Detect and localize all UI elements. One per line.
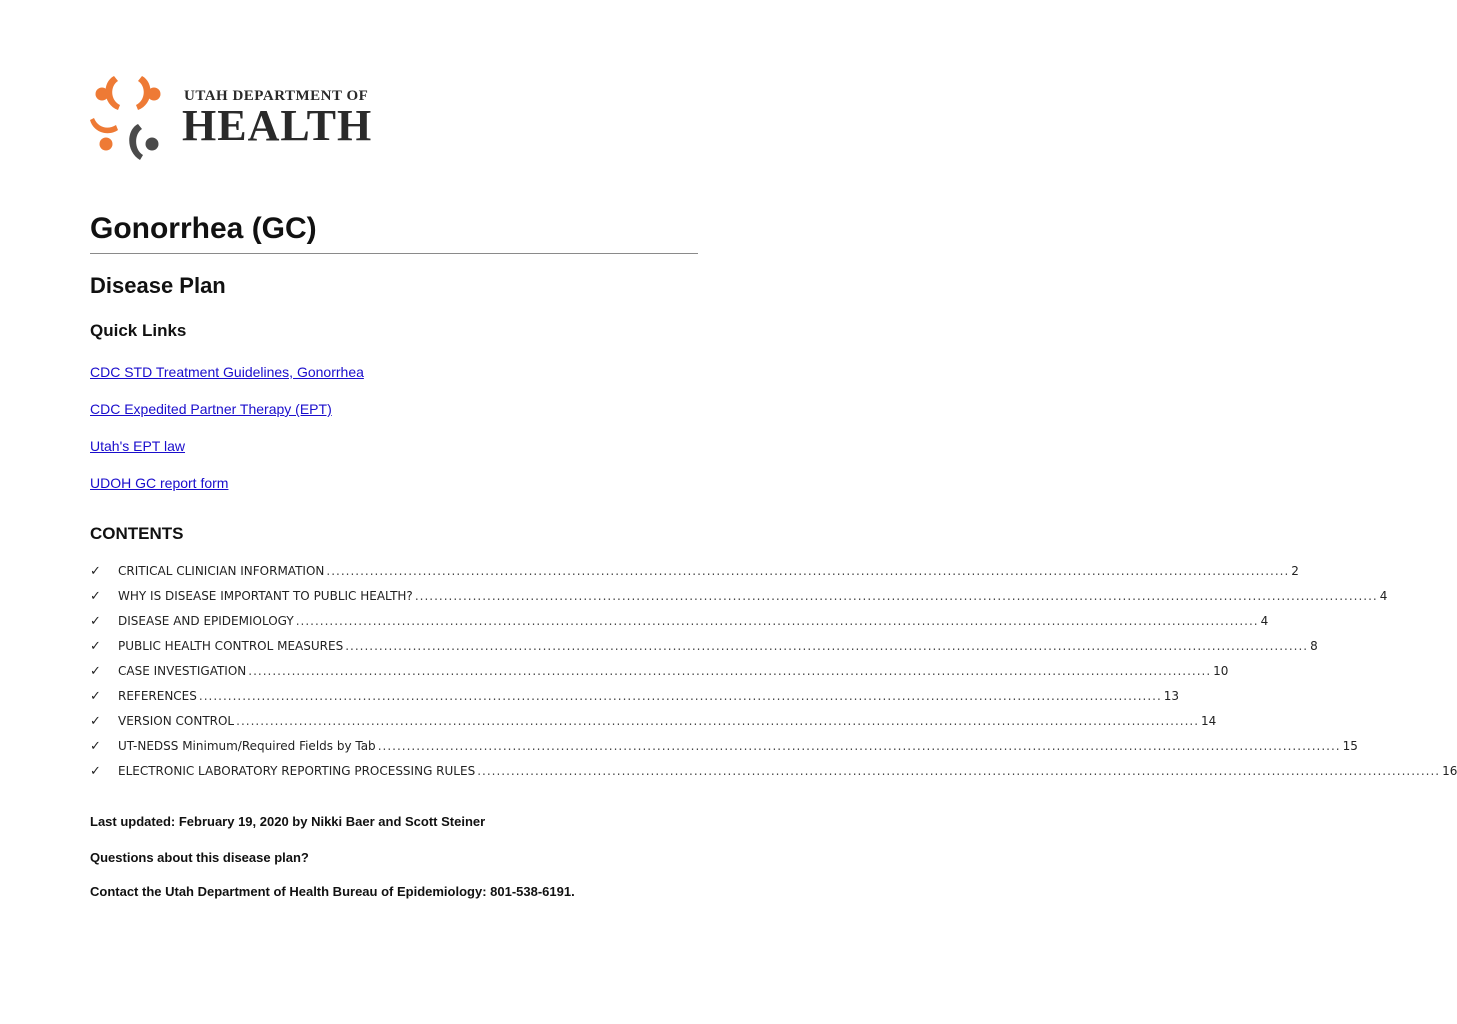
toc-entry-page: 2 — [1291, 564, 1299, 578]
toc-leader-dots: ........................................................................................................................................................................................................ — [295, 614, 1259, 628]
title-divider — [90, 253, 698, 254]
toc-entry-disease-and-epidemiology[interactable] — [90, 614, 1269, 632]
toc-entry-page: 4 — [1260, 614, 1269, 628]
check-mark-icon: ✓ — [90, 614, 101, 629]
link-cdc-expedited-partner-therapy[interactable]: CDC Expedited Partner Therapy (EPT) — [90, 401, 332, 417]
toc-entry-ut-nedss-fields[interactable] — [90, 739, 1358, 757]
check-mark-icon: ✓ — [90, 689, 101, 704]
toc-leader-dots: ........................................................................................................................................................................................................ — [248, 664, 1212, 678]
toc-entry-page: 4 — [1379, 589, 1388, 603]
check-mark-icon: ✓ — [90, 714, 101, 729]
toc-entry-label: CRITICAL CLINICIAN INFORMATION — [118, 564, 325, 578]
toc-entry-label: REFERENCES — [118, 689, 197, 703]
check-mark-icon: ✓ — [90, 564, 101, 579]
check-mark-icon: ✓ — [90, 764, 101, 779]
logo-text-health: HEALTH — [182, 101, 373, 150]
toc-entry-references[interactable] — [90, 689, 1180, 707]
toc-entry-page: 8 — [1310, 639, 1318, 653]
last-updated-text: Last updated: February 19, 2020 by Nikki Baer and Scott Steiner — [90, 814, 486, 829]
check-mark-icon: ✓ — [90, 664, 101, 679]
questions-text: Questions about this disease plan? — [90, 850, 309, 865]
toc-entry-version-control[interactable] — [90, 714, 1217, 732]
toc-leader-dots: ........................................................................................................................................................................................................ — [414, 589, 1378, 603]
toc-entry-label: WHY IS DISEASE IMPORTANT TO PUBLIC HEALTH? — [118, 589, 413, 603]
udoh-logo-mark-icon — [88, 72, 174, 162]
toc-entry-why-is-disease-important[interactable] — [90, 589, 1388, 607]
check-mark-icon: ✓ — [90, 739, 101, 754]
contact-text: Contact the Utah Department of Health Bureau of Epidemiology: 801-538-6191. — [90, 884, 575, 899]
toc-entry-public-health-control-measures[interactable] — [90, 639, 1318, 657]
toc-leader-dots: ........................................................................................................................................................................................................ — [326, 564, 1290, 578]
toc-entry-page: 15 — [1342, 739, 1358, 753]
document-subtitle: Disease Plan — [90, 273, 226, 298]
quick-links-heading: Quick Links — [90, 321, 187, 340]
toc-leader-dots: ........................................................................................................................................................................................................ — [477, 764, 1441, 778]
logo-text-department: UTAH DEPARTMENT OF — [184, 88, 369, 104]
link-utah-ept-law[interactable]: Utah's EPT law — [90, 438, 186, 454]
toc-leader-dots: ........................................................................................................................................................................................................ — [236, 714, 1200, 728]
toc-entry-label: DISEASE AND EPIDEMIOLOGY — [118, 614, 294, 628]
toc-entry-label: VERSION CONTROL — [118, 714, 235, 728]
toc-entry-page: 10 — [1213, 664, 1229, 678]
toc-entry-critical-clinician-information[interactable] — [90, 564, 1299, 582]
link-cdc-std-treatment-guidelines[interactable]: CDC STD Treatment Guidelines, Gonorrhea — [90, 364, 364, 380]
toc-leader-dots: ........................................................................................................................................................................................................ — [345, 639, 1309, 653]
toc-entry-label: PUBLIC HEALTH CONTROL MEASURES — [118, 639, 344, 653]
check-mark-icon: ✓ — [90, 639, 101, 654]
toc-entry-electronic-laboratory-reporting[interactable] — [90, 764, 1457, 782]
check-mark-icon: ✓ — [90, 589, 101, 604]
toc-entry-label: CASE INVESTIGATION — [118, 664, 247, 678]
toc-entry-page: 14 — [1201, 714, 1217, 728]
toc-leader-dots: ........................................................................................................................................................................................................ — [198, 689, 1162, 703]
toc-entry-page: 16 — [1442, 764, 1457, 778]
toc-entry-page: 13 — [1163, 689, 1180, 703]
toc-entry-label: UT-NEDSS Minimum/Required Fields by Tab — [118, 739, 376, 753]
udoh-logo — [88, 72, 378, 162]
document-title: Gonorrhea (GC) — [90, 212, 317, 245]
link-udoh-gc-report-form[interactable]: UDOH GC report form — [90, 475, 229, 491]
contents-heading: CONTENTS — [90, 524, 184, 543]
toc-entry-case-investigation[interactable] — [90, 664, 1229, 682]
toc-leader-dots: ........................................................................................................................................................................................................ — [377, 739, 1341, 753]
toc-entry-label: ELECTRONIC LABORATORY REPORTING PROCESSING RULES — [118, 764, 476, 778]
